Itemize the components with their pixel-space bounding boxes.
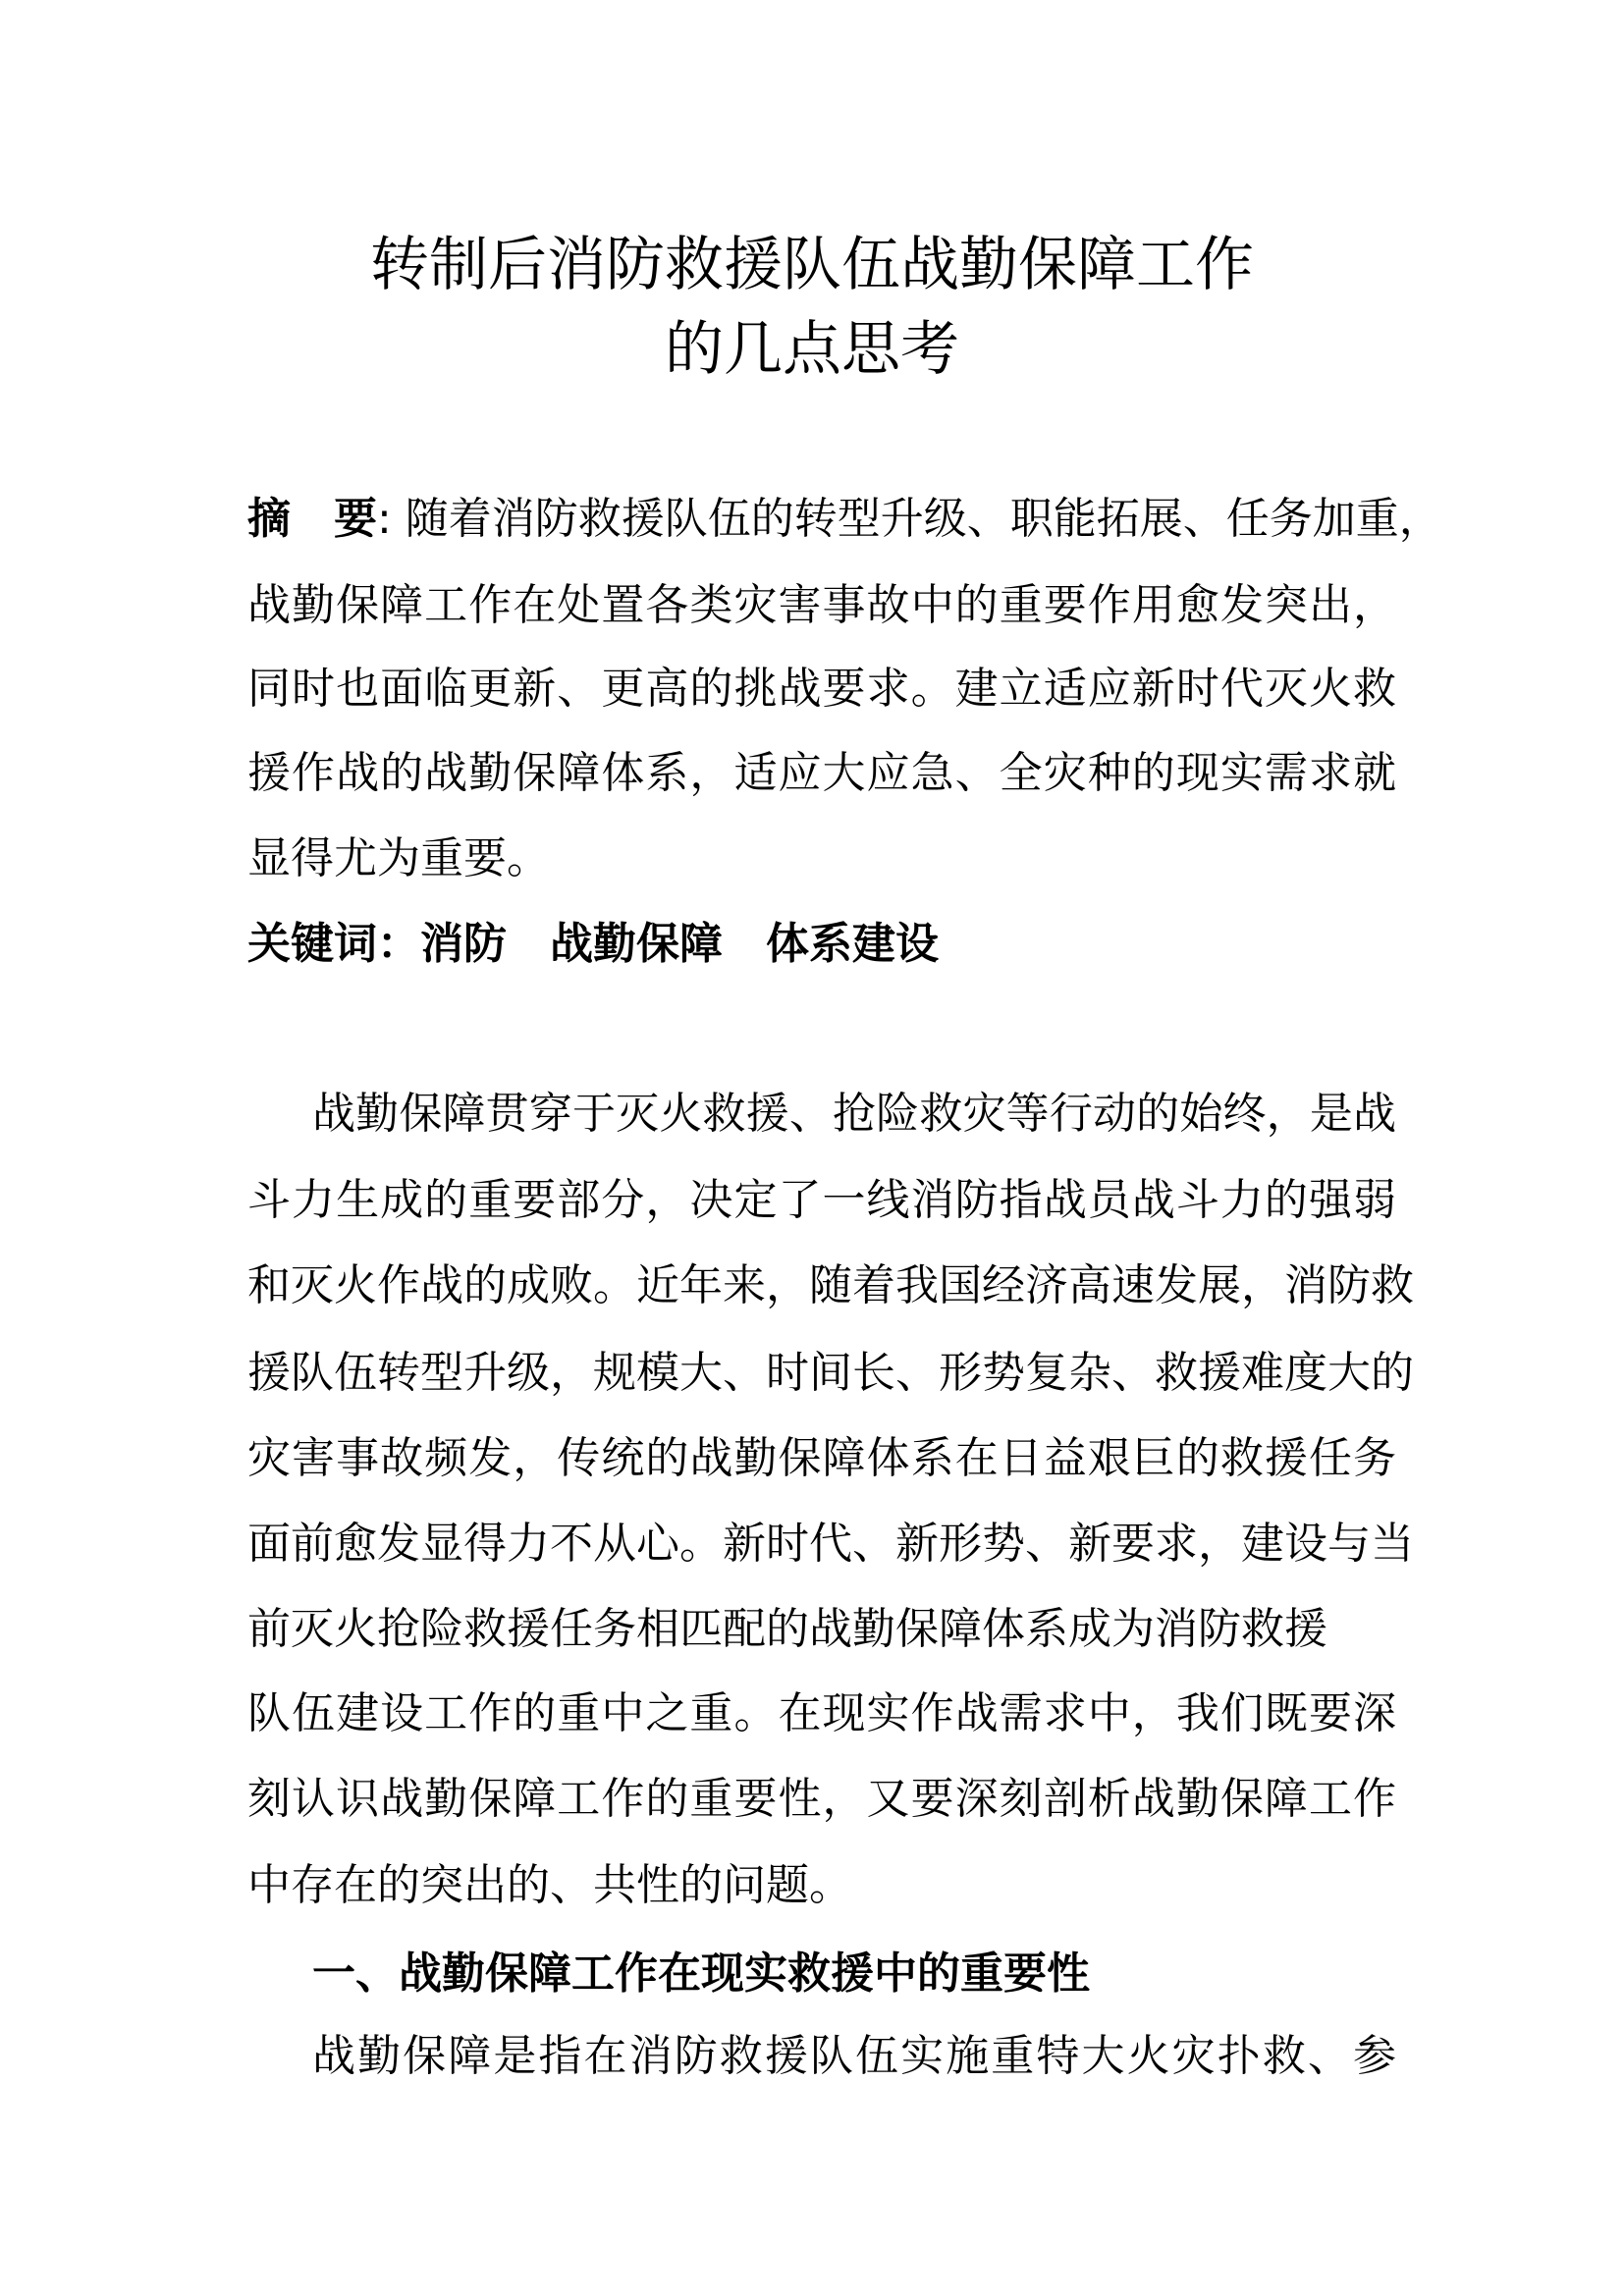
abstract-line: 援作战的战勤保障体系，适应大应急、全灾种的现实需求就: [247, 748, 1396, 798]
body-line: 战勤保障是指在消防救援队伍实施重特大火灾扑救、参: [312, 2031, 1396, 2081]
abstract-line: 显得尤为重要。: [247, 833, 550, 883]
title-line-2: 的几点思考: [665, 315, 959, 384]
body-line: 和灭火作战的成败。近年来，随着我国经济高速发展，消防救: [247, 1260, 1414, 1310]
abstract-line: 摘 要: 随着消防救援队伍的转型升级、职能拓展、任务加重，: [247, 494, 1442, 544]
body-line: 战勤保障贯穿于灭火救援、抢险救灾等行动的始终，是战: [312, 1089, 1396, 1139]
body-line: 面前愈发显得力不从心。新时代、新形势、新要求，建设与当: [247, 1519, 1414, 1569]
section-heading: 一、战勤保障工作在现实救援中的重要性: [312, 1949, 1090, 1999]
body-line: 灾害事故频发，传统的战勤保障体系在日益艰巨的救援任务: [247, 1433, 1396, 1483]
body-line: 刻认识战勤保障工作的重要性，又要深刻剖析战勤保障工作: [247, 1774, 1396, 1824]
abstract-line: 同时也面临更新、更高的挑战要求。建立适应新时代灭火救: [247, 664, 1396, 714]
keywords: 关键词：消防 战勤保障 体系建设: [247, 919, 939, 969]
body-line: 中存在的突出的、共性的问题。: [247, 1860, 852, 1910]
body-line: 援队伍转型升级，规模大、时间长、形势复杂、救援难度大的: [247, 1348, 1414, 1398]
body-line: 队伍建设工作的重中之重。在现实作战需求中，我们既要深: [247, 1688, 1396, 1738]
body-line: 斗力生成的重要部分，决定了一线消防指战员战斗力的强弱: [247, 1175, 1396, 1225]
body-line: 前灭火抢险救援任务相匹配的战勤保障体系成为消防救援: [247, 1604, 1327, 1654]
abstract-line: 战勤保障工作在处置各类灾害事故中的重要作用愈发突出，: [247, 580, 1396, 630]
abstract-label: 摘 要: [247, 494, 377, 544]
title-line-1: 转制后消防救援队伍战勤保障工作: [370, 231, 1254, 299]
